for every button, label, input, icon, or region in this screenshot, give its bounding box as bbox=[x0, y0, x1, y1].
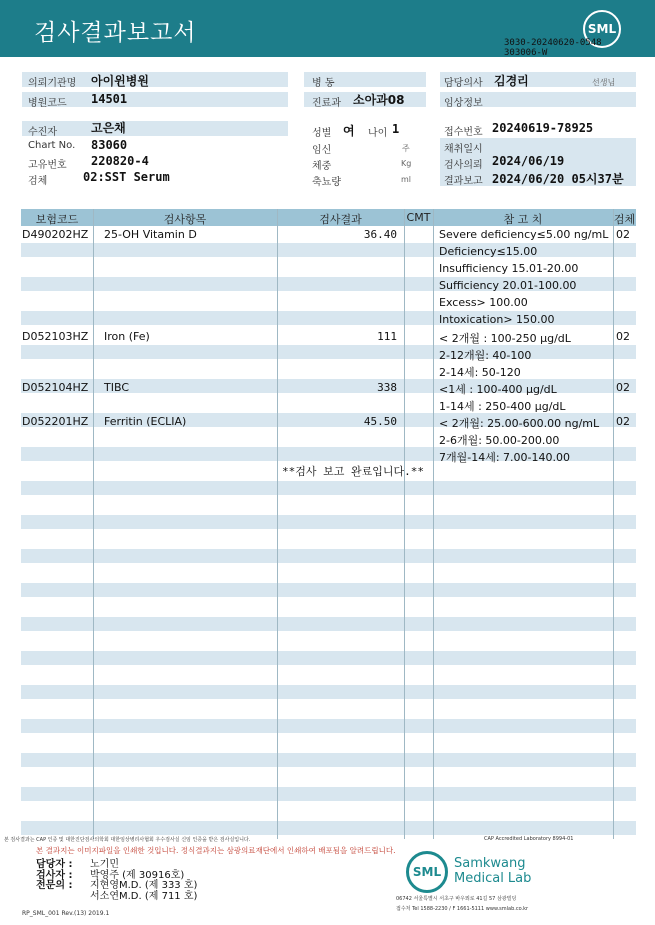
brand-line-1: Samkwang bbox=[454, 856, 526, 871]
chart-label: Chart No. bbox=[28, 140, 76, 151]
notice-text: 본 결과지는 이미지파일을 인쇄한 것입니다. 정식결과지는 삼광의료재단에서 인쇄하여 배포됨을 알려드립니다. bbox=[36, 846, 396, 855]
urine-unit: ml bbox=[401, 175, 412, 184]
sml-logo-icon: SML bbox=[583, 10, 621, 48]
name-value: 고은채 bbox=[91, 121, 126, 135]
collect-label: 채취일시 bbox=[444, 144, 483, 155]
header-result: 검사결과 bbox=[319, 213, 362, 226]
test-item: TIBC bbox=[104, 381, 129, 394]
form-code: RP_SML_001 Rev.(13) 2019.1 bbox=[22, 910, 110, 917]
fine-print-right: CAP Accredited Laboratory 8994-01 bbox=[484, 836, 574, 842]
row-stripe bbox=[21, 685, 636, 699]
ward-label: 병 동 bbox=[312, 78, 335, 89]
header-cmt: CMT bbox=[406, 211, 431, 224]
insurance-code: D490202HZ bbox=[22, 228, 89, 241]
row-stripe bbox=[21, 821, 636, 835]
dept-value: 소아과08 bbox=[353, 93, 405, 107]
sex-label: 성별 bbox=[312, 128, 332, 139]
report-complete-message: **검사 보고 완료입니다.** bbox=[282, 465, 424, 478]
doctor-suffix: 선생님 bbox=[592, 78, 616, 87]
col-divider bbox=[613, 209, 614, 839]
row-stripe bbox=[21, 345, 636, 359]
dept-label: 진료과 bbox=[312, 98, 341, 109]
address-text: 06742 서울특별시 서초구 바우뫼로 41길 57 삼광빌딩 bbox=[396, 896, 517, 902]
insurance-code: D052103HZ bbox=[22, 330, 89, 343]
reference-range: 1-14세 : 250-400 µg/dL bbox=[439, 400, 566, 413]
report-code-2: 303006-W bbox=[504, 48, 548, 58]
chart-value: 83060 bbox=[91, 138, 128, 152]
insurance-code: D052104HZ bbox=[22, 381, 89, 394]
reporter-value: 노기민 bbox=[90, 859, 119, 870]
row-stripe bbox=[21, 549, 636, 563]
examiner-value: 박영주 (제 30916호) bbox=[90, 870, 185, 881]
specimen-code: 02 bbox=[616, 228, 630, 241]
specialist-value-1: 지현영M.D. (제 333 호) bbox=[90, 880, 198, 891]
header-test-item: 검사항목 bbox=[163, 213, 207, 226]
row-stripe bbox=[21, 753, 636, 767]
report-label: 결과보고 bbox=[444, 176, 483, 187]
doctor-value: 김경리 bbox=[494, 74, 529, 88]
col-divider bbox=[433, 209, 434, 839]
header-specimen: 검체 bbox=[613, 213, 636, 226]
header-reference: 참 고 치 bbox=[503, 213, 543, 226]
brand-name bbox=[454, 856, 531, 886]
col-divider bbox=[277, 209, 278, 839]
uid-label: 고유번호 bbox=[28, 160, 67, 171]
test-item: Iron (Fe) bbox=[104, 330, 150, 343]
clinical-label: 임상정보 bbox=[444, 98, 483, 109]
row-stripe bbox=[21, 617, 636, 631]
specimen-code: 02 bbox=[616, 381, 630, 394]
row-stripe bbox=[21, 243, 636, 257]
pregnancy-unit: 주 bbox=[402, 144, 410, 153]
test-result: 36.40 bbox=[363, 228, 397, 241]
specimen-code: 02 bbox=[616, 415, 630, 428]
insurance-code: D052201HZ bbox=[22, 415, 89, 428]
test-result: 111 bbox=[377, 330, 397, 343]
hospital-label: 의뢰기관명 bbox=[28, 78, 77, 89]
request-value: 2024/06/19 bbox=[492, 154, 565, 168]
reference-range: Intoxication> 150.00 bbox=[439, 313, 555, 326]
reference-range: Severe deficiency≤5.00 ng/mL bbox=[439, 228, 609, 241]
hospital-code-label: 병원코드 bbox=[28, 98, 67, 109]
reference-range: 2-6개월: 50.00-200.00 bbox=[439, 434, 560, 447]
report-title: 검사결과보고서 bbox=[34, 20, 197, 46]
examiner-label: 검사자 : bbox=[36, 870, 73, 881]
specimen-label: 검체 bbox=[28, 176, 48, 187]
fine-print-left: 본 검사결과는 CAP 인증 및 대한진단검사의학회 대한임상병리사협회 우수검사실 신임 인증을 받은 검사실입니다. bbox=[4, 837, 251, 843]
specimen-code: 02 bbox=[616, 330, 630, 343]
urine-label: 축뇨량 bbox=[312, 177, 341, 188]
pregnancy-label: 임신 bbox=[312, 145, 332, 156]
reference-range: < 2개월 : 100-250 µg/dL bbox=[439, 332, 571, 345]
specialist-label: 전문의 : bbox=[36, 880, 73, 891]
age-label: 나이 bbox=[368, 128, 388, 139]
header-insurance-code: 보험코드 bbox=[35, 213, 79, 226]
test-result: 45.50 bbox=[363, 415, 397, 428]
test-result: 338 bbox=[377, 381, 397, 394]
age-value: 1 bbox=[392, 122, 400, 136]
hospital-code-value: 14501 bbox=[91, 92, 128, 106]
row-stripe bbox=[21, 787, 636, 801]
row-stripe bbox=[21, 515, 636, 529]
col-divider bbox=[404, 209, 405, 839]
reference-range: Deficiency≤15.00 bbox=[439, 245, 538, 258]
reporter-label: 담당자 : bbox=[36, 859, 73, 870]
report-value: 2024/06/20 05시37분 bbox=[492, 172, 624, 186]
reference-range: Sufficiency 20.01-100.00 bbox=[439, 279, 577, 292]
row-stripe bbox=[21, 719, 636, 733]
request-label: 검사의뢰 bbox=[444, 160, 483, 171]
uid-value: 220820-4 bbox=[91, 154, 149, 168]
test-item: Ferritin (ECLIA) bbox=[104, 415, 187, 428]
receipt-value: 20240619-78925 bbox=[492, 121, 594, 135]
sex-value: 여 bbox=[343, 124, 355, 138]
row-stripe bbox=[21, 583, 636, 597]
reference-range: < 2개월: 25.00-600.00 ng/mL bbox=[439, 417, 600, 430]
col-divider bbox=[93, 209, 94, 839]
specialist-value-2: 서소연M.D. (제 711 호) bbox=[90, 891, 198, 902]
hospital-value: 아이윈병원 bbox=[91, 74, 149, 88]
reference-range: Excess> 100.00 bbox=[439, 296, 528, 309]
reference-range: 7개월-14세: 7.00-140.00 bbox=[439, 451, 570, 464]
row-stripe bbox=[21, 481, 636, 495]
reference-range: 2-14세: 50-120 bbox=[439, 366, 521, 379]
brand-line-2: Medical Lab bbox=[454, 871, 532, 886]
report-code-1: 3030-20240620-0548 bbox=[504, 38, 602, 48]
reference-range: Insufficiency 15.01-20.00 bbox=[439, 262, 579, 275]
name-box bbox=[22, 121, 288, 136]
test-item: 25-OH Vitamin D bbox=[104, 228, 197, 241]
name-label: 수진자 bbox=[28, 127, 57, 138]
reference-range: <1세 : 100-400 µg/dL bbox=[439, 383, 557, 396]
receipt-label: 접수번호 bbox=[444, 127, 483, 138]
reference-range: 2-12개월: 40-100 bbox=[439, 349, 532, 362]
contact-text: 접수처 Tel 1588-2230 / F 1661-5111 www.smlab.co.kr bbox=[396, 906, 529, 912]
weight-label: 체중 bbox=[312, 161, 332, 172]
weight-unit: Kg bbox=[401, 159, 412, 168]
report-codes bbox=[504, 38, 602, 58]
doctor-label: 담당의사 bbox=[444, 78, 483, 89]
specimen-value: 02:SST Serum bbox=[83, 170, 170, 184]
sml-brand-logo-icon: SML bbox=[406, 851, 448, 893]
row-stripe bbox=[21, 651, 636, 665]
